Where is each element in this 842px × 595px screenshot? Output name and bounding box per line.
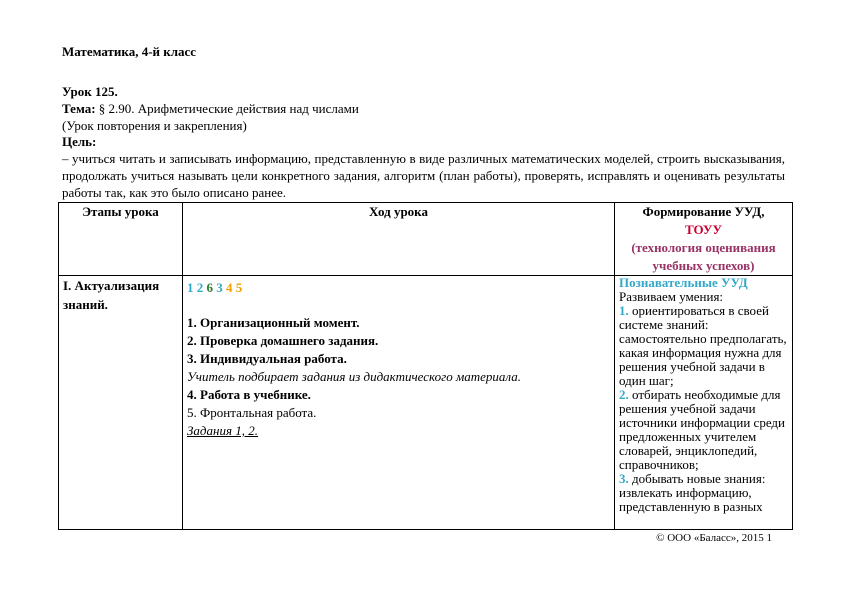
step-item: 5. Фронтальная работа. [187, 405, 317, 420]
uud-item-text: отбирать необходимые для решения учебной задачи источники информации среди предложенных учителем словарей, энциклопедий, справочников; [619, 387, 785, 472]
goal-text: – учиться читать и записывать информацию, представленную в виде различных математических моделей, строить высказывания, продолжать учиться называть цели конкретного задания, алгоритм (план работы), проверять, исправлять и оценивать результаты работы так, как это было описано ранее. [62, 151, 785, 200]
step-item: 1. Организационный момент. [187, 315, 360, 330]
seq-number: 3 [216, 280, 223, 295]
uud-item [619, 304, 788, 388]
topic-text: § 2.90. Арифметические действия над числами [98, 101, 359, 116]
uud-item [619, 472, 788, 514]
uud-header-line2: ТОУУ [685, 222, 722, 237]
table-row [59, 276, 793, 530]
uud-header-line1: Формирование УУД, [642, 204, 765, 219]
uud-header-line3: (технология оценивания учебных успехов) [631, 240, 776, 273]
uud-item-number: 3. [619, 471, 629, 486]
uud-item-number: 2. [619, 387, 629, 402]
seq-number: 6 [206, 280, 213, 295]
topic-label: Тема: [62, 101, 96, 116]
uud-item-text: ориентироваться в своей системе знаний: самостоятельно предполагать, какая информация нужна для решения учебной задачи в один шаг; [619, 303, 787, 388]
seq-number: 2 [196, 280, 204, 295]
seq-number: 4 [226, 280, 233, 295]
number-sequence [187, 280, 610, 296]
stage-cell: I. Актуализация знаний. [59, 276, 183, 530]
seq-number: 5 [235, 280, 243, 295]
goal-label: Цель: [62, 134, 97, 149]
col-progress-header: Ход урока [183, 203, 615, 276]
col-uud-header [615, 203, 793, 276]
lesson-topic [62, 101, 359, 117]
table-header-row [59, 203, 793, 276]
uud-item-number: 1. [619, 303, 629, 318]
uud-item-text: добывать новые знания: извлекать информацию, представленную в разных [619, 471, 766, 514]
steps-list [187, 314, 610, 440]
footer-copyright: © ООО «Баласс», 2015 1 [656, 532, 772, 544]
teacher-note: Учитель подбирает задания из дидактического материала. [187, 369, 521, 384]
lesson-number: Урок 125. [62, 84, 118, 99]
col-stages-header: Этапы урока [59, 203, 183, 276]
tasks-link: Задания 1, 2. [187, 423, 259, 438]
progress-cell [183, 276, 615, 530]
uud-item [619, 388, 788, 472]
step-item: 3. Индивидуальная работа. [187, 351, 347, 366]
lesson-table [58, 202, 793, 530]
uud-cell [615, 276, 793, 530]
uud-heading: Познавательные УУД [619, 275, 748, 290]
uud-intro: Развиваем умения: [619, 289, 724, 304]
seq-number: 1 [187, 280, 194, 295]
lesson-kind: (Урок повторения и закрепления) [62, 118, 247, 133]
step-item: 2. Проверка домашнего задания. [187, 333, 379, 348]
subject-header: Математика, 4-й класс [62, 44, 197, 59]
step-item: 4. Работа в учебнике. [187, 387, 311, 402]
